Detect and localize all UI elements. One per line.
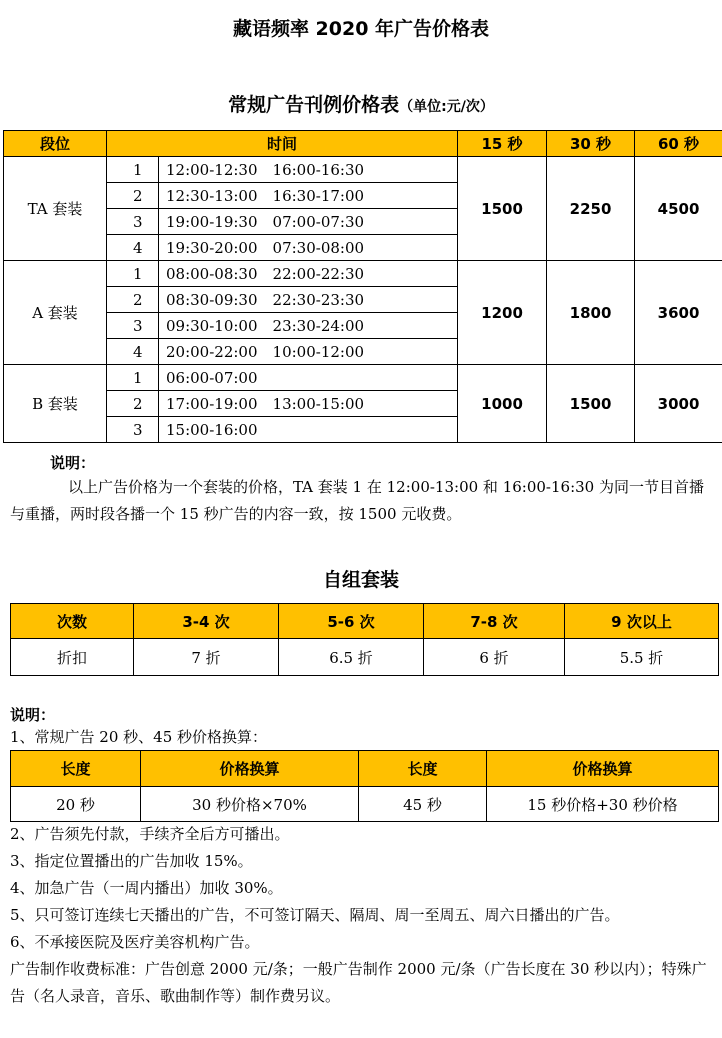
conv-cell-45s-price: 15 秒价格+30 秒价格 [487,787,719,822]
self-package-table [10,603,719,676]
self-header-3-4: 3-4 次 [134,604,279,639]
slot-number: 1 [107,261,159,287]
segment-name: B 套装 [4,365,107,443]
slot-number: 2 [107,391,159,417]
slot-time: 12:30-13:00 16:30-17:00 [159,183,458,209]
self-cell-7-8: 6 折 [424,639,565,676]
rate-table [3,130,722,443]
slot-number: 4 [107,235,159,261]
header-60s: 60 秒 [635,131,722,157]
conv-cell-20s: 20 秒 [11,787,141,822]
slot-time: 19:30-20:00 07:30-08:00 [159,235,458,261]
price-60s: 4500 [635,157,722,261]
price-30s: 2250 [547,157,635,261]
note2-item-1: 1、常规广告 20 秒、45 秒价格换算： [10,728,268,746]
note2-item-2: 2、广告须先付款，手续齐全后方可播出。 [10,825,290,843]
self-package-title: 自组套装 [322,569,399,591]
self-table-header-row [11,604,719,639]
self-header-count: 次数 [11,604,134,639]
conv-cell-45s: 45 秒 [359,787,487,822]
note2-items [10,821,718,1010]
self-cell-5-6: 6.5 折 [279,639,424,676]
slot-time: 15:00-16:00 [159,417,458,443]
slot-time: 09:30-10:00 23:30-24:00 [159,313,458,339]
slot-time: 08:00-08:30 22:00-22:30 [159,261,458,287]
rate-table-title-text: 常规广告刊例价格表 [228,94,400,116]
slot-number: 3 [107,313,159,339]
price-15s: 1200 [458,261,547,365]
self-cell-discount-label: 折扣 [11,639,134,676]
note1-label: 说明： [50,454,96,472]
slot-number: 2 [107,183,159,209]
note2-item-5: 5、只可签订连续七天播出的广告，不可签订隔天、隔周、周一至周五、周六日播出的广告。 [10,906,620,924]
header-30s: 30 秒 [547,131,635,157]
page-title: 藏语频率 2020 年广告价格表 [232,18,490,40]
slot-time: 06:00-07:00 [159,365,458,391]
rate-table-row [4,157,722,183]
price-15s: 1000 [458,365,547,443]
price-60s: 3000 [635,365,722,443]
price-30s: 1800 [547,261,635,365]
self-header-7-8: 7-8 次 [424,604,565,639]
rate-table-header-row [4,131,722,157]
slot-number: 1 [107,157,159,183]
self-cell-3-4: 7 折 [134,639,279,676]
conv-header-price-1: 价格换算 [141,751,359,787]
slot-number: 4 [107,339,159,365]
note2-item-4: 4、加急广告（一周内播出）加收 30%。 [10,879,283,897]
conv-header-length-1: 长度 [11,751,141,787]
self-header-5-6: 5-6 次 [279,604,424,639]
conversion-row [11,787,719,822]
conversion-table [10,750,719,822]
price-60s: 3600 [635,261,722,365]
note2-item-3: 3、指定位置播出的广告加收 15%。 [10,852,253,870]
slot-time: 17:00-19:00 13:00-15:00 [159,391,458,417]
rate-table-unit: （单位:元/次） [399,99,494,115]
conv-header-price-2: 价格换算 [487,751,719,787]
note2-label: 说明： [10,706,56,724]
slot-time: 20:00-22:00 10:00-12:00 [159,339,458,365]
slot-number: 3 [107,209,159,235]
note2-item-6: 6、不承接医院及医疗美容机构广告。 [10,933,260,951]
rate-table-row [4,365,722,391]
price-15s: 1500 [458,157,547,261]
conv-cell-20s-price: 30 秒价格×70% [141,787,359,822]
self-table-row [11,639,719,676]
note2-production-fee: 广告制作收费标准：广告创意 2000 元/条；一般广告制作 2000 元/条（广告长度在 30 秒以内）；特殊广告（名人录音，音乐、歌曲制作等）制作费另议。 [10,960,707,1005]
slot-time: 08:30-09:30 22:30-23:30 [159,287,458,313]
segment-name: TA 套装 [4,157,107,261]
slot-number: 1 [107,365,159,391]
rate-table-title [0,90,722,117]
segment-name: A 套装 [4,261,107,365]
header-15s: 15 秒 [458,131,547,157]
rate-table-row [4,261,722,287]
self-cell-9-plus: 5.5 折 [565,639,719,676]
note1-text: 以上广告价格为一个套装的价格，TA 套装 1 在 12:00-13:00 和 16:00-16:30 为同一节目首播与重播，两时段各播一个 15 秒广告的内容一致，按 1500 元收费。 [10,478,704,523]
conversion-header-row [11,751,719,787]
slot-time: 19:00-19:30 07:00-07:30 [159,209,458,235]
price-30s: 1500 [547,365,635,443]
slot-number: 2 [107,287,159,313]
header-segment: 段位 [4,131,107,157]
conv-header-length-2: 长度 [359,751,487,787]
header-time: 时间 [107,131,458,157]
slot-time: 12:00-12:30 16:00-16:30 [159,157,458,183]
rate-table-body [4,157,722,443]
slot-number: 3 [107,417,159,443]
self-header-9-plus: 9 次以上 [565,604,719,639]
